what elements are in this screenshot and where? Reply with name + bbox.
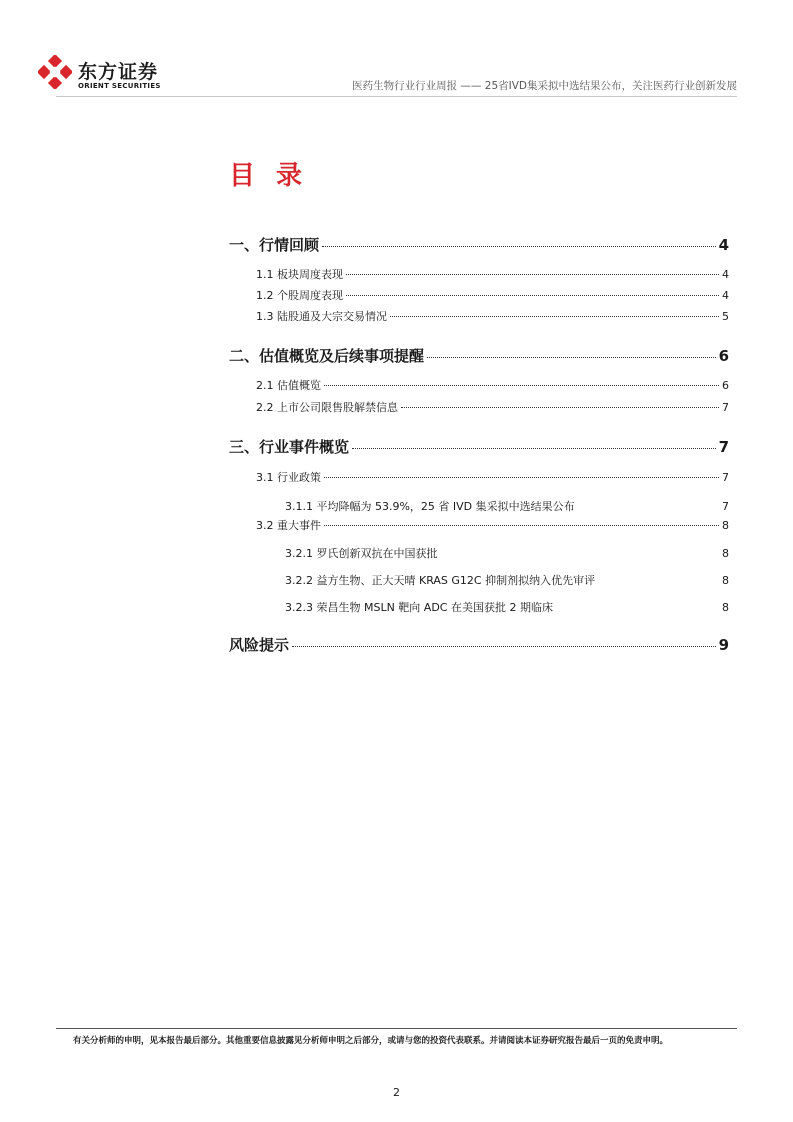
toc-entry-page: 9 bbox=[718, 636, 729, 654]
toc-entry-label: 2.1 估值概览 bbox=[256, 379, 321, 392]
toc-entry-page: 8 bbox=[722, 574, 729, 587]
toc-entry[interactable] bbox=[229, 634, 729, 655]
toc-entry[interactable] bbox=[229, 234, 729, 255]
page-header bbox=[0, 0, 793, 100]
toc-entry-page: 7 bbox=[722, 500, 729, 513]
toc-entry-page: 8 bbox=[722, 601, 729, 614]
toc-entry[interactable] bbox=[285, 498, 729, 514]
toc-entry-label: 1.2 个股周度表现 bbox=[256, 289, 343, 302]
toc-entry-page: 8 bbox=[722, 547, 729, 560]
toc-leader-dots bbox=[324, 385, 719, 386]
logo-chinese-name: 东方证券 bbox=[78, 61, 159, 83]
report-title: 医药生物行业行业周报 —— 25省IVD集采拟中选结果公布，关注医药行业创新发展 bbox=[352, 80, 737, 92]
toc-entry-label: 2.2 上市公司限售股解禁信息 bbox=[256, 401, 398, 414]
toc-entry-label: 二、估值概览及后续事项提醒 bbox=[229, 347, 425, 365]
toc-leader-dots bbox=[324, 477, 719, 478]
toc-entry-page: 7 bbox=[722, 471, 729, 484]
toc-entry-label: 3.2.2 益方生物、正大天晴 KRAS G12C 抑制剂拟纳入优先审评 bbox=[285, 574, 596, 587]
toc-entry-page: 7 bbox=[718, 438, 729, 456]
toc-entry[interactable] bbox=[256, 266, 729, 282]
toc-entry-label: 风险提示 bbox=[229, 636, 290, 654]
toc-entry[interactable] bbox=[256, 377, 729, 393]
toc-entry-page: 8 bbox=[722, 519, 729, 532]
toc-entry[interactable] bbox=[256, 469, 729, 485]
toc-leader-dots bbox=[292, 646, 716, 647]
company-logo bbox=[38, 55, 178, 95]
toc-entry[interactable] bbox=[256, 308, 729, 324]
toc-entry-label: 1.3 陆股通及大宗交易情况 bbox=[256, 310, 387, 323]
toc-leader-dots bbox=[390, 316, 719, 317]
toc-entry-label: 3.1 行业政策 bbox=[256, 471, 321, 484]
toc-entry-label: 3.2 重大事件 bbox=[256, 519, 321, 532]
toc-entry[interactable] bbox=[256, 517, 729, 533]
toc-entry-page: 7 bbox=[722, 401, 729, 414]
toc-entry-page: 4 bbox=[722, 289, 729, 302]
toc-entry-page: 4 bbox=[718, 236, 729, 254]
toc-heading: 目 录 bbox=[229, 161, 309, 191]
toc-entry-label: 一、行情回顾 bbox=[229, 236, 320, 254]
page-number: 2 bbox=[393, 1086, 400, 1099]
toc-leader-dots bbox=[401, 407, 719, 408]
toc-leader-dots bbox=[322, 246, 716, 247]
toc-entry[interactable] bbox=[229, 345, 729, 366]
toc-leader-dots bbox=[352, 448, 716, 449]
header-divider bbox=[56, 96, 737, 97]
toc-leader-dots bbox=[427, 357, 716, 358]
footer-disclaimer: 有关分析师的申明，见本报告最后部分。其他重要信息披露见分析师申明之后部分，或请与您的投资代表联系。并请阅读本证券研究报告最后一页的免责申明。 bbox=[73, 1036, 669, 1046]
toc-entry-label: 1.1 板块周度表现 bbox=[256, 268, 343, 281]
toc-entry-page: 6 bbox=[718, 347, 729, 365]
toc-leader-dots bbox=[346, 295, 719, 296]
toc-entry[interactable] bbox=[285, 545, 729, 561]
toc-entry-label: 三、行业事件概览 bbox=[229, 438, 350, 456]
toc-entry-page: 5 bbox=[722, 310, 729, 323]
toc-entry[interactable] bbox=[285, 572, 729, 588]
toc-entry[interactable] bbox=[229, 436, 729, 457]
orient-logo-icon bbox=[38, 55, 72, 89]
toc-entry-page: 4 bbox=[722, 268, 729, 281]
toc-entry-label: 3.2.1 罗氏创新双抗在中国获批 bbox=[285, 547, 438, 560]
toc-entry[interactable] bbox=[256, 287, 729, 303]
toc-entry-label: 3.2.3 荣昌生物 MSLN 靶向 ADC 在美国获批 2 期临床 bbox=[285, 601, 553, 614]
toc-leader-dots bbox=[346, 274, 719, 275]
toc-entry[interactable] bbox=[285, 599, 729, 615]
toc-entry-page: 6 bbox=[722, 379, 729, 392]
footer-divider bbox=[56, 1028, 737, 1029]
logo-english-name: ORIENT SECURITIES bbox=[78, 82, 161, 90]
toc-leader-dots bbox=[324, 525, 719, 526]
toc-entry[interactable] bbox=[256, 399, 729, 415]
toc-entry-label: 3.1.1 平均降幅为 53.9%，25 省 IVD 集采拟中选结果公布 bbox=[285, 500, 575, 513]
